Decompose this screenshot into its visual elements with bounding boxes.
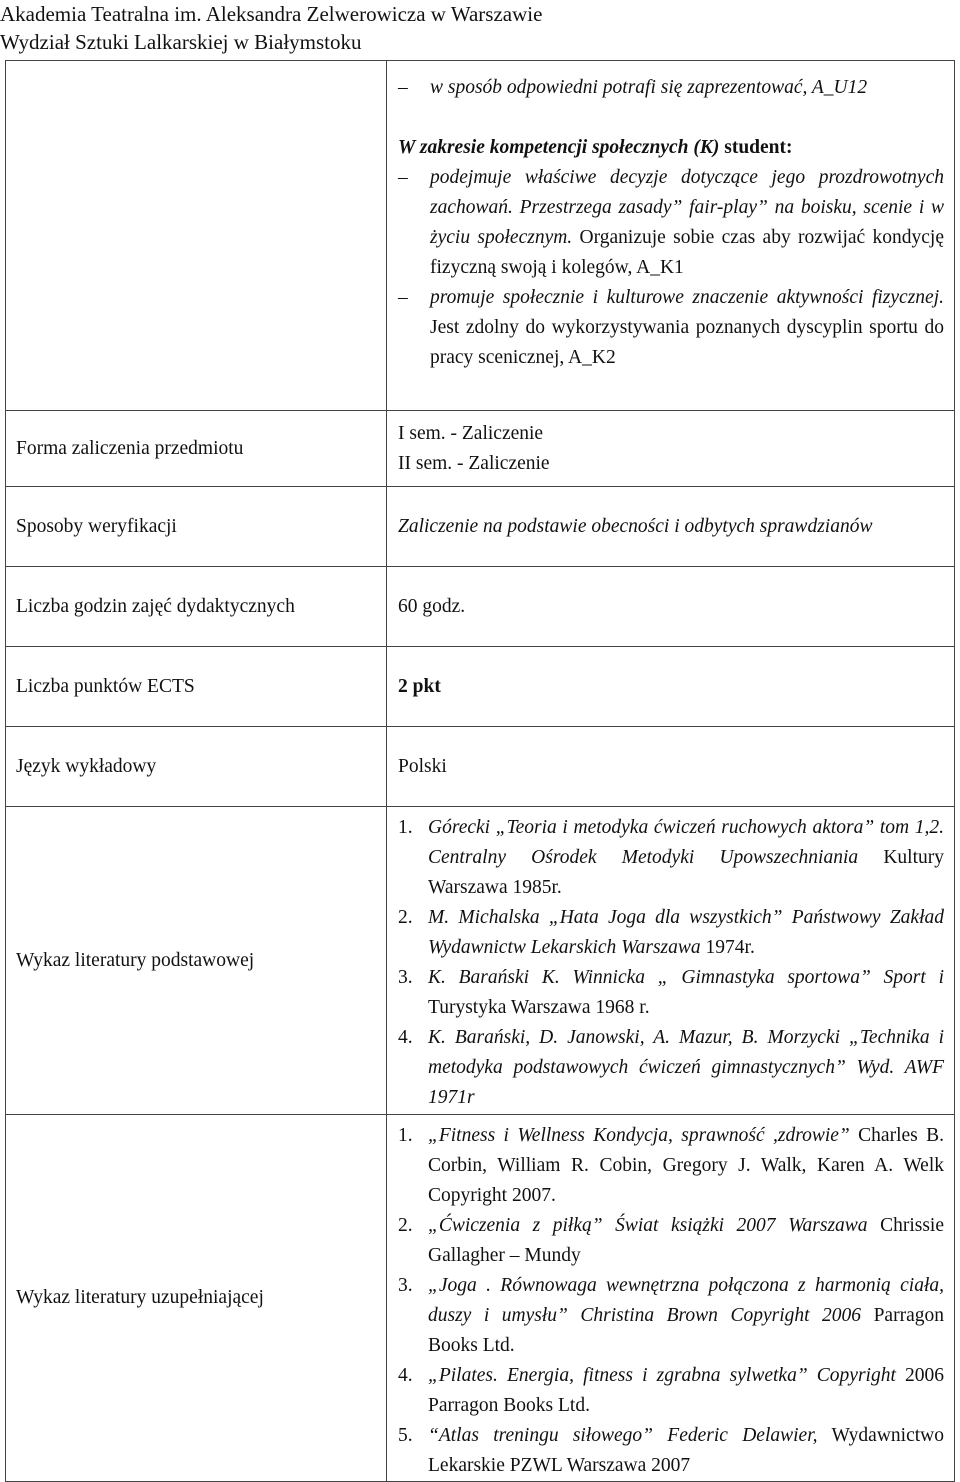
value-literatura-podstawowa [387, 807, 955, 1115]
value-forma [387, 411, 955, 487]
value-jezyk: Polski [387, 727, 955, 807]
row-jezyk [6, 727, 955, 807]
row-godziny [6, 567, 955, 647]
value-godziny: 60 godz. [387, 567, 955, 647]
competence-heading: W zakresie kompetencji społecznych (K) student: [398, 137, 793, 158]
list-item: 3. K. Barański K. Winnicka „ Gimnastyka sportowa” Sport i Turystyka Warszawa 1968 r. [398, 967, 944, 1018]
row-forma [6, 411, 955, 487]
list-item: 2. „Ćwiczenia z piłką” Świat książki 2007 Warszawa Chrissie Gallagher – Mundy [398, 1215, 945, 1266]
list-item: 4. „Pilates. Energia, fitness i zgrabna sylwetka” Copyright 2006 Parragon Books Ltd. [398, 1365, 945, 1416]
row-literatura-uzupelniajaca [6, 1115, 955, 1482]
forma-line-1: I sem. - Zaliczenie [398, 422, 544, 444]
competence-item-2: – promuje społecznie i kulturowe znaczenie aktywności fizycznej. Jest zdolny do wykorzystywania poznanych dyscyplin sportu do pracy scenicznej, A_K2 [398, 283, 944, 373]
competence-item-1: – podejmuje właściwe decyzje dotyczące jego prozdrowotnych zachowań. Przestrzega zasady” fair-play” na boisku, scenie i w życiu społecznym. Organizuje sobie czas aby rozwijać kondycję fizyczną swoją i kolegów, A_K1 [398, 163, 944, 283]
list-item: 1. „Fitness i Wellness Kondycja, sprawność ,zdrowie” Charles B. Corbin, William R. Cobin, Gregory J. Walk, Karen A. Welk Copyright 2007. [398, 1125, 944, 1206]
row-competences [6, 61, 955, 411]
label-literatura-uzupelniajaca: Wykaz literatury uzupełniającej [6, 1115, 387, 1482]
course-table [5, 60, 955, 1482]
value-sposoby: Zaliczenie na podstawie obecności i odbytych sprawdzianów [387, 487, 955, 567]
list-item: 2. M. Michalska „Hata Joga dla wszystkich” Państwowy Zakład Wydawnictw Lekarskich Warszawa 1974r. [398, 907, 944, 958]
label-empty [6, 61, 387, 411]
list-item: 3. „Joga . Równowaga wewnętrzna połączona z harmonią ciała, duszy i umysłu” Christina Brown Copyright 2006 Parragon Books Ltd. [398, 1275, 944, 1356]
label-ects: Liczba punktów ECTS [6, 647, 387, 727]
header-line-1: Akademia Teatralna im. Aleksandra Zelwerowicza w Warszawie [0, 2, 543, 26]
literature-basic-list [398, 813, 944, 1113]
label-literatura-podstawowa: Wykaz literatury podstawowej [6, 807, 387, 1115]
header-line-2: Wydział Sztuki Lalkarskiej w Białymstoku [0, 30, 362, 54]
row-ects [6, 647, 955, 727]
competences-cell [387, 61, 955, 411]
value-ects: 2 pkt [387, 647, 955, 727]
list-item: 4. K. Barański, D. Janowski, A. Mazur, B. Morzycki „Technika i metodyka podstawowych ćwiczeń gimnastycznych” Wyd. AWF 1971r [398, 1027, 944, 1108]
label-godziny: Liczba godzin zajęć dydaktycznych [6, 567, 387, 647]
forma-line-2: II sem. - Zaliczenie [398, 452, 550, 474]
skill-item: – w sposób odpowiedni potrafi się zaprezentować, A_U12 [398, 73, 944, 103]
value-literatura-uzupelniajaca [387, 1115, 955, 1482]
label-forma: Forma zaliczenia przedmiotu [6, 411, 387, 487]
label-jezyk: Język wykładowy [6, 727, 387, 807]
label-sposoby: Sposoby weryfikacji [6, 487, 387, 567]
literature-supplementary-list [398, 1121, 944, 1481]
row-sposoby [6, 487, 955, 567]
list-item: 5. “Atlas treningu siłowego” Federic Delawier, Wydawnictwo Lekarskie PZWL Warszawa 2007 [398, 1425, 944, 1476]
row-literatura-podstawowa [6, 807, 955, 1115]
list-item: 1. Górecki „Teoria i metodyka ćwiczeń ruchowych aktora” tom 1,2. Centralny Ośrodek Metodyki Upowszechniania Kultury Warszawa 1985r. [398, 817, 944, 898]
